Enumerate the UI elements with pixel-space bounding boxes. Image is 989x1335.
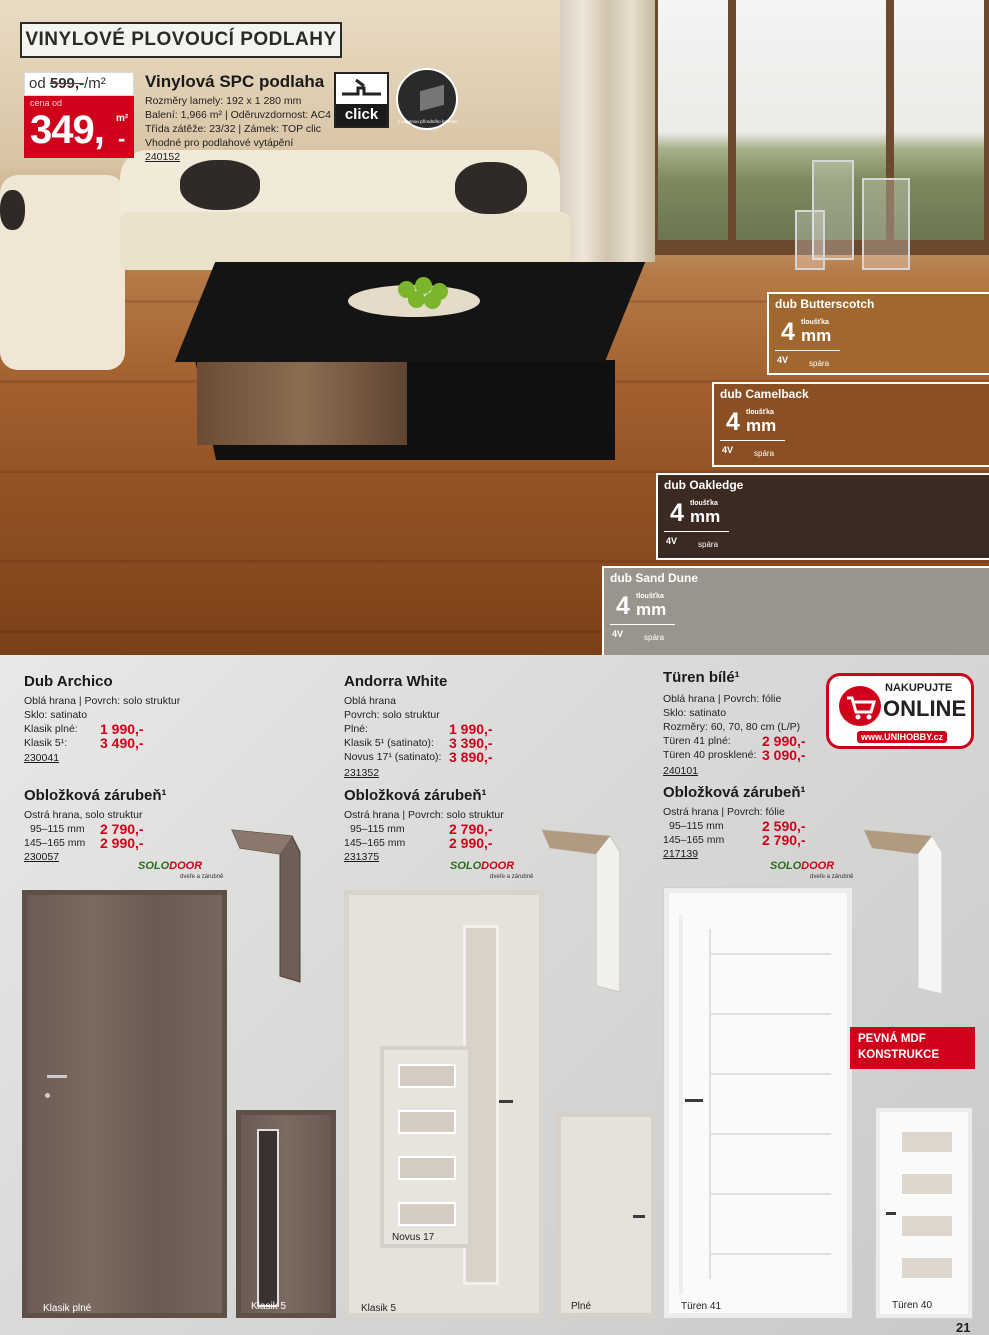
- door-frame-white-2: [862, 826, 947, 996]
- swatch-unit: mm: [801, 326, 832, 345]
- click-lock-icon: [334, 72, 389, 128]
- door-frame-white: [540, 826, 625, 994]
- old-price-prefix: od: [29, 75, 46, 92]
- spec-line: Klasik 5¹:: [24, 737, 68, 749]
- door-plne-white: [556, 1112, 656, 1318]
- spec-line: 95–115 mm: [669, 820, 724, 832]
- swatch-thickness: 4: [781, 318, 795, 346]
- fruit-bowl: [348, 285, 480, 317]
- pillow: [0, 190, 25, 230]
- swatch-thickness-label: tloušťka: [801, 319, 829, 326]
- door-frame-dark: [230, 826, 302, 984]
- swatch-unit: mm: [636, 600, 667, 619]
- door-caption: Klasik 5: [361, 1303, 397, 1314]
- spec-line: Třída zátěže: 23/32 | Zámek: TOP clic: [145, 123, 322, 135]
- spec-line: Türen 41 plné:: [663, 735, 731, 747]
- price: 3 890,-: [449, 749, 493, 765]
- swatch-camelback: [712, 382, 989, 467]
- spec-line: 145–165 mm: [24, 837, 86, 849]
- spec-line: Ostrá hrana | Povrch: solo struktur: [344, 809, 504, 821]
- mdf-line1: PEVNÁ MDF: [858, 1033, 926, 1045]
- online-url[interactable]: www.UNIHOBBY.cz: [857, 731, 947, 743]
- swatch-thickness: 4: [616, 592, 630, 620]
- product-code: 231375: [344, 851, 380, 863]
- old-price-unit: /m²: [84, 75, 106, 92]
- brand-b: DOOR: [801, 860, 835, 872]
- swatch-edge: 4V: [777, 355, 789, 365]
- price: 2 790,-: [100, 821, 144, 837]
- coffee-table-wood: [197, 360, 407, 445]
- swatch-joint: spára: [698, 540, 719, 549]
- door-caption: Klasik plné: [43, 1303, 92, 1314]
- mdf-line2: KONSTRUKCE: [858, 1049, 940, 1061]
- spec-line: Sklo: satinato: [24, 709, 88, 721]
- door-klasik-5: [236, 1110, 336, 1318]
- price: 2 790,-: [762, 832, 806, 848]
- solodoor-tagline: dveře a zárubně: [490, 874, 534, 880]
- swatch-thickness-label: tloušťka: [636, 593, 664, 600]
- swatch-thickness-label: tloušťka: [690, 500, 718, 507]
- swatch-joint: spára: [754, 449, 775, 458]
- product-title: Dub Archico: [24, 673, 113, 690]
- product-name: Vinylová SPC podlaha: [145, 72, 325, 91]
- price: 2 990,-: [762, 733, 806, 749]
- solodoor-tagline: dveře a zárubně: [810, 874, 854, 880]
- solodoor-logo: [450, 860, 514, 872]
- price-label: cena od: [30, 98, 63, 108]
- online-line1: NAKUPUJTE: [885, 682, 953, 694]
- swatch-name: dub Oakledge: [664, 478, 744, 492]
- price: 3 390,-: [449, 735, 493, 751]
- lantern: [862, 178, 910, 270]
- price: 2 590,-: [762, 818, 806, 834]
- spec-line: 95–115 mm: [350, 823, 405, 835]
- pillow: [180, 160, 260, 210]
- swatch-sand-dune: [602, 566, 989, 655]
- price: 1 990,-: [100, 721, 144, 737]
- price-unit: m²: [116, 113, 129, 124]
- product-title: Türen bílé¹: [663, 669, 740, 686]
- door-novus-17: [380, 1046, 472, 1248]
- spec-line: Rozměry lamely: 192 x 1 280 mm: [145, 95, 302, 107]
- spec-line: Türen 40 prosklené:: [663, 749, 757, 761]
- spec-line: Ostrá hrana, solo struktur: [24, 809, 143, 821]
- spec-line: 145–165 mm: [663, 834, 725, 846]
- brand-b: DOOR: [481, 860, 515, 872]
- online-shop-badge[interactable]: [826, 673, 974, 749]
- price: 2 990,-: [449, 835, 493, 851]
- click-label: click: [336, 104, 387, 126]
- brand-a: SOLO: [770, 860, 802, 872]
- spec-line: Sklo: satinato: [663, 707, 727, 719]
- price: 3 090,-: [762, 747, 806, 763]
- swatch-thickness: 4: [726, 408, 740, 436]
- spec-line: Oblá hrana | Povrch: solo struktur: [24, 695, 181, 707]
- product-code: 230057: [24, 851, 60, 863]
- stone-core-icon: [396, 68, 458, 130]
- frame-title: Obložková zárubeň¹: [24, 787, 167, 804]
- page-number: 21: [956, 1320, 971, 1335]
- product-code: 217139: [663, 848, 699, 860]
- price: 2 990,-: [100, 835, 144, 851]
- spec-line: 145–165 mm: [344, 837, 406, 849]
- online-line2: ONLINE: [883, 696, 967, 721]
- solodoor-tagline: dveře a zárubně: [180, 874, 224, 880]
- pillow: [455, 162, 527, 214]
- swatch-butterscotch: [767, 292, 989, 375]
- door-caption: Plné: [571, 1301, 592, 1312]
- price: 1 990,-: [449, 721, 493, 737]
- spec-line: Ostrá hrana | Povrch: fólie: [663, 806, 785, 818]
- price-tag: [24, 96, 134, 158]
- swatch-joint: spára: [644, 633, 665, 642]
- swatch-thickness: 4: [670, 499, 684, 527]
- old-price-value: 599,-: [49, 75, 85, 92]
- price: 3 490,-: [100, 735, 144, 751]
- swatch-edge: 4V: [666, 536, 678, 546]
- price-value: 349,: [30, 108, 104, 152]
- lantern: [795, 210, 825, 270]
- swatch-edge: 4V: [612, 629, 624, 639]
- door-caption: Klasik 5: [251, 1301, 287, 1312]
- door-klasik-plne: [22, 890, 227, 1318]
- door-turen-41: [664, 888, 852, 1318]
- spec-line: Novus 17¹ (satinato):: [344, 751, 442, 763]
- brand-a: SOLO: [450, 860, 482, 872]
- product-code: 231352: [344, 767, 380, 779]
- spec-line: Klasik 5¹ (satinato):: [344, 737, 434, 749]
- spec-line: 95–115 mm: [30, 823, 85, 835]
- swatch-joint: spára: [809, 359, 830, 368]
- mdf-badge: [850, 1027, 975, 1069]
- product-code: 240152: [145, 151, 181, 163]
- stone-icon-label: s vápenou přírodního kamene: [398, 119, 458, 124]
- spec-line: Klasik plné:: [24, 723, 78, 735]
- price-dash: -: [118, 126, 126, 151]
- spec-line: Oblá hrana | Povrch: fólie: [663, 693, 782, 705]
- shopping-cart-icon: [839, 686, 881, 726]
- solodoor-logo: [770, 860, 834, 872]
- product-code: 230041: [24, 752, 60, 764]
- frame-title: Obložková zárubeň¹: [344, 787, 487, 804]
- swatch-unit: mm: [746, 416, 777, 435]
- door-caption: Novus 17: [392, 1232, 435, 1243]
- solodoor-logo: [138, 860, 202, 872]
- spec-line: Balení: 1,966 m² | Oděruvzdornost: AC4: [145, 109, 331, 121]
- swatch-name: dub Camelback: [720, 387, 809, 401]
- door-caption: Türen 40: [892, 1300, 933, 1311]
- swatch-unit: mm: [690, 507, 721, 526]
- spec-line: Plné:: [344, 723, 368, 735]
- brand-b: DOOR: [169, 860, 203, 872]
- door-turen-40: [876, 1108, 972, 1318]
- door-caption: Türen 41: [681, 1301, 722, 1312]
- old-price: [24, 72, 134, 96]
- spec-line: Povrch: solo struktur: [344, 709, 440, 721]
- frame-title: Obložková zárubeň¹: [663, 784, 806, 801]
- section-title-box: [20, 22, 342, 58]
- brand-a: SOLO: [138, 860, 170, 872]
- section-title: VINYLOVÉ PLOVOUCÍ PODLAHY: [25, 29, 337, 50]
- spec-line: Oblá hrana: [344, 695, 396, 707]
- swatch-thickness-label: tloušťka: [746, 409, 774, 416]
- swatch-oakledge: [656, 473, 989, 560]
- product-title: Andorra White: [344, 673, 448, 690]
- product-code: 240101: [663, 765, 699, 777]
- price: 2 790,-: [449, 821, 493, 837]
- swatch-name: dub Sand Dune: [610, 571, 698, 585]
- spec-line: Vhodné pro podlahové vytápění: [145, 137, 294, 149]
- spec-line: Rozměry: 60, 70, 80 cm (L/P): [663, 721, 801, 733]
- curtain: [560, 0, 655, 262]
- swatch-name: dub Butterscotch: [775, 297, 875, 311]
- swatch-edge: 4V: [722, 445, 734, 455]
